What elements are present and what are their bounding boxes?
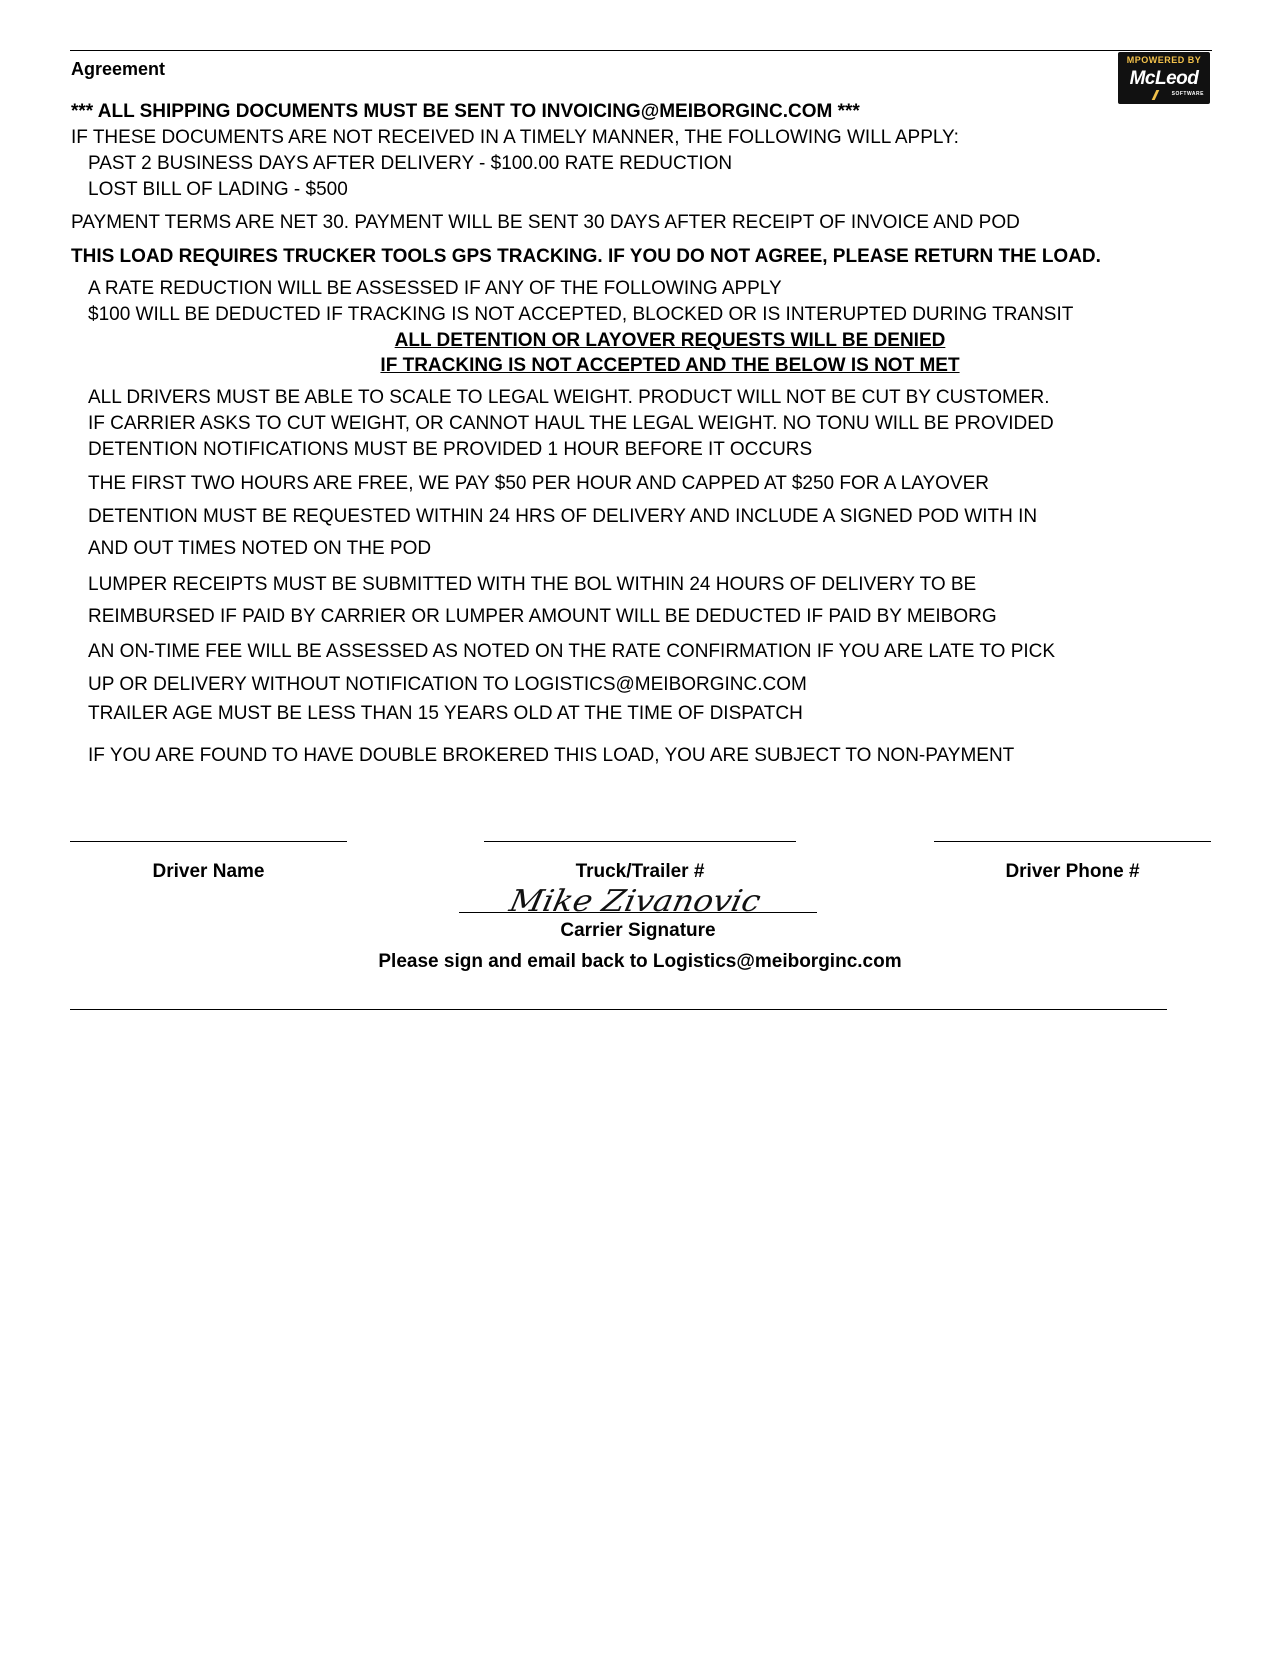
shipping-documents-notice: *** ALL SHIPPING DOCUMENTS MUST BE SENT TO INVOICING@MEIBORGINC.COM *** [71, 101, 860, 122]
on-time-fee-notice-cont: UP OR DELIVERY WITHOUT NOTIFICATION TO LOGISTICS@MEIBORGINC.COM [88, 674, 807, 695]
lumper-receipts-notice: LUMPER RECEIPTS MUST BE SUBMITTED WITH THE BOL WITHIN 24 HOURS OF DELIVERY TO BE [88, 574, 977, 595]
signature-text: Mike Zivanovic [506, 884, 746, 919]
driver-name-label: Driver Name [152, 861, 265, 882]
double-brokering-notice: IF YOU ARE FOUND TO HAVE DOUBLE BROKERED THIS LOAD, YOU ARE SUBJECT TO NON-PAYMENT [88, 745, 1015, 766]
late-documents-penalty: PAST 2 BUSINESS DAYS AFTER DELIVERY - $100.00 RATE REDUCTION [88, 153, 733, 174]
truck-trailer-label: Truck/Trailer # [575, 861, 705, 882]
trailer-age-notice: TRAILER AGE MUST BE LESS THAN 15 YEARS OLD AT THE TIME OF DISPATCH [88, 703, 803, 724]
late-documents-notice: IF THESE DOCUMENTS ARE NOT RECEIVED IN A TIMELY MANNER, THE FOLLOWING WILL APPLY: [71, 127, 959, 148]
tracking-requirement: THIS LOAD REQUIRES TRUCKER TOOLS GPS TRACKING. IF YOU DO NOT AGREE, PLEASE RETURN THE LOAD. [71, 246, 1101, 267]
carrier-signature-label: Carrier Signature [560, 920, 716, 941]
driver-phone-line[interactable] [934, 841, 1211, 842]
bottom-divider [70, 1009, 1167, 1010]
top-divider [70, 50, 1212, 51]
free-hours-notice: THE FIRST TWO HOURS ARE FREE, WE PAY $50 PER HOUR AND CAPPED AT $250 FOR A LAYOVER [88, 473, 989, 494]
driver-phone-label: Driver Phone # [1005, 861, 1140, 882]
lost-bol-penalty: LOST BILL OF LADING - $500 [88, 179, 348, 200]
detention-denied-notice: ALL DETENTION OR LAYOVER REQUESTS WILL BE DENIED [394, 330, 946, 351]
on-time-fee-notice: AN ON-TIME FEE WILL BE ASSESSED AS NOTED ON THE RATE CONFIRMATION IF YOU ARE LATE TO PICK [88, 641, 1056, 662]
legal-weight-notice: ALL DRIVERS MUST BE ABLE TO SCALE TO LEGAL WEIGHT. PRODUCT WILL NOT BE CUT BY CUSTOMER. [88, 387, 1050, 408]
sign-instruction: Please sign and email back to Logistics@meiborginc.com [378, 951, 902, 972]
rate-reduction-notice: A RATE REDUCTION WILL BE ASSESSED IF ANY OF THE FOLLOWING APPLY [88, 278, 782, 299]
cut-weight-notice: IF CARRIER ASKS TO CUT WEIGHT, OR CANNOT HAUL THE LEGAL WEIGHT. NO TONU WILL BE PROVIDED [88, 413, 1054, 434]
logo-top-text: MPOWERED BY [1126, 55, 1202, 65]
truck-trailer-line[interactable] [484, 841, 796, 842]
mcleod-logo [1118, 52, 1210, 104]
lumper-receipts-notice-cont: REIMBURSED IF PAID BY CARRIER OR LUMPER AMOUNT WILL BE DEDUCTED IF PAID BY MEIBORG [88, 606, 997, 627]
logo-slash [1152, 90, 1160, 100]
tracking-deduction: $100 WILL BE DEDUCTED IF TRACKING IS NOT ACCEPTED, BLOCKED OR IS INTERUPTED DURING TRANSIT [88, 304, 1074, 325]
tracking-condition-notice: IF TRACKING IS NOT ACCEPTED AND THE BELOW IS NOT MET [380, 355, 960, 376]
logo-brand: McLeod [1129, 68, 1199, 89]
page-title: Agreement [71, 59, 166, 79]
carrier-signature-line[interactable] [459, 912, 817, 913]
payment-terms: PAYMENT TERMS ARE NET 30. PAYMENT WILL BE SENT 30 DAYS AFTER RECEIPT OF INVOICE AND POD [71, 212, 1020, 233]
logo-sub: SOFTWARE [1171, 91, 1204, 97]
driver-name-line[interactable] [70, 841, 347, 842]
detention-notification: DETENTION NOTIFICATIONS MUST BE PROVIDED 1 HOUR BEFORE IT OCCURS [88, 439, 813, 460]
detention-request-notice-cont: AND OUT TIMES NOTED ON THE POD [88, 538, 432, 559]
detention-request-notice: DETENTION MUST BE REQUESTED WITHIN 24 HRS OF DELIVERY AND INCLUDE A SIGNED POD WITH IN [88, 506, 1038, 527]
